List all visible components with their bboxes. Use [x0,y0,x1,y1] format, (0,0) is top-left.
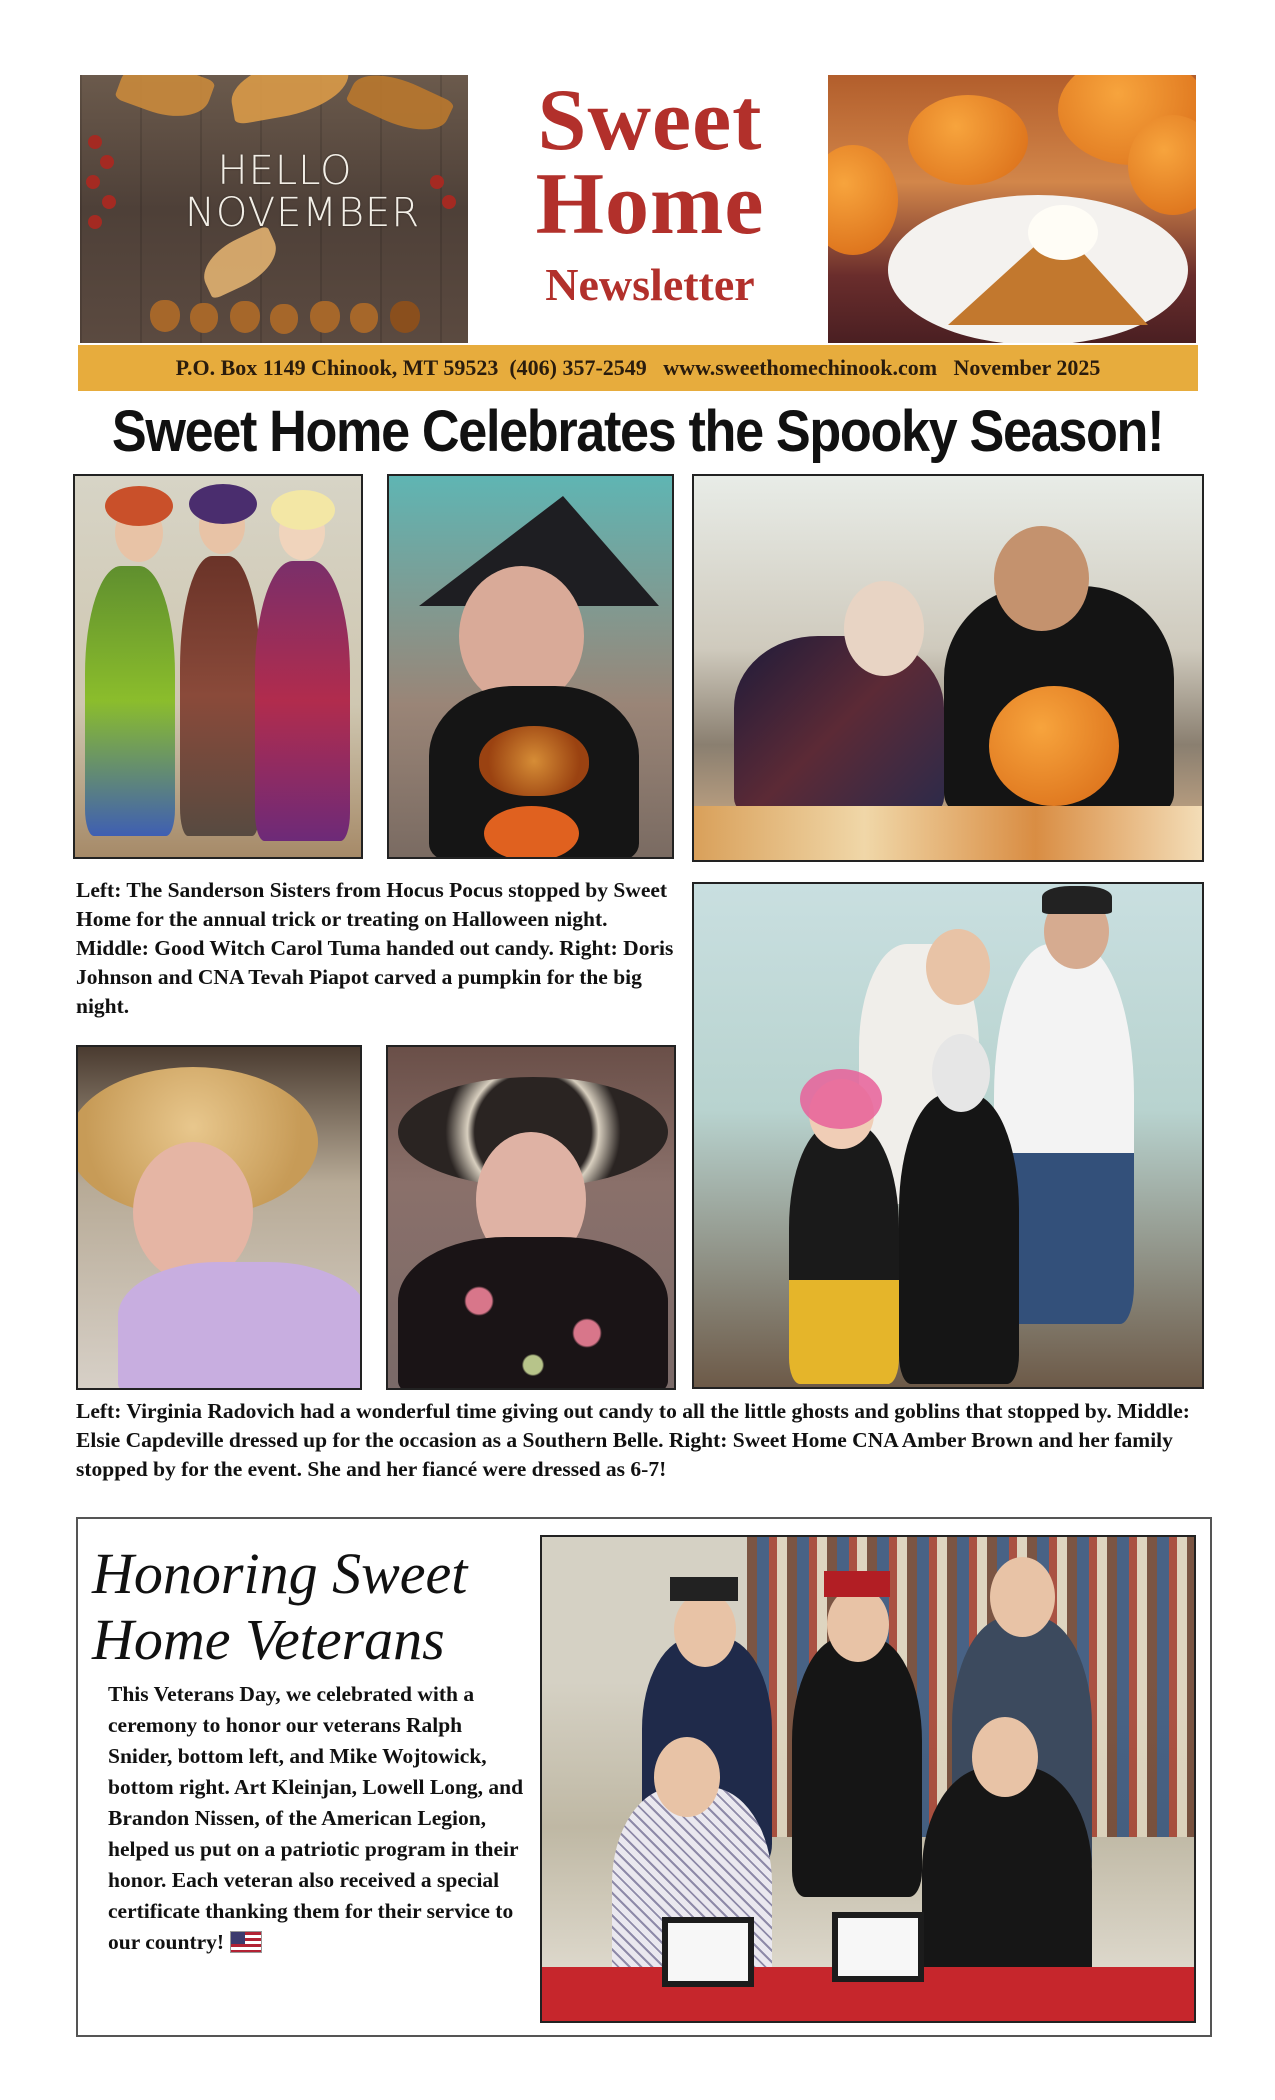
veterans-title: Honoring Sweet Home Veterans [92,1541,468,1672]
good-witch-photo [387,474,674,859]
hello-line-2: NOVEMBER [185,190,421,236]
sanderson-sisters-photo [73,474,363,859]
pumpkin-carving-photo [692,474,1204,862]
southern-belle-photo [386,1045,676,1390]
newsletter-title [480,72,820,343]
page-headline: Sweet Home Celebrates the Spooky Season! [111,399,1164,464]
straw-hat-photo [76,1045,362,1390]
pumpkin-pie-photo [828,75,1196,343]
us-flag-icon [230,1931,262,1953]
hello-november-photo [80,75,468,343]
veterans-group-photo [540,1535,1196,2023]
title-home: Home [535,156,765,253]
top-photos-caption: Left: The Sanderson Sisters from Hocus Pocus stopped by Sweet Home for the annual trick or treating on Halloween night. Middle: Good Witch Carol Tuma handed out candy. Right: Doris Johnson and CNA Tevah Piapot carved a pumpkin for the big night. [76,878,674,1018]
title-newsletter: Newsletter [545,259,755,310]
veterans-text: This Veterans Day, we celebrated with a ceremony to honor our veterans Ralph Snider, bottom left, and Mike Wojtowick, bottom right. Art Kleinjan, Lowell Long, and Brandon Nissen, of the American Legion, helped us put on a patriotic program in their honor. Each veteran also received a special certificate thanking them for their service to our country! [108,1682,524,1954]
address-bar: P.O. Box 1149 Chinook, MT 59523 (406) 357-2549 www.sweethomechinook.com November 2025 [78,345,1198,391]
family-costume-photo [692,882,1204,1389]
bottom-photos-caption: Left: Virginia Radovich had a wonderful time giving out candy to all the little ghosts and goblins that stopped by. Middle: Elsie Capdeville dressed up for the occasion as a Southern Belle. Right: Sweet Home CNA Amber Brown and her family stopped by for the event. She and her fiancé were dressed as 6-7! [76,1399,1190,1481]
hello-november-text [185,148,421,236]
veterans-section [76,1517,1212,2037]
veterans-body [108,1679,528,1958]
title-sweet: Sweet [537,72,763,169]
hello-line-1: HELLO [217,148,353,194]
